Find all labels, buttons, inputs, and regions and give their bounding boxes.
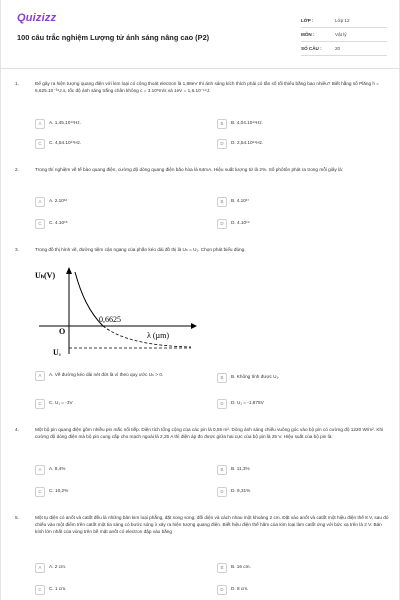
question-number: 2. [15,167,19,172]
meta-label: MÔN : [301,32,315,37]
option-c[interactable] [35,486,203,498]
asymptote-label: U₁ [53,348,62,356]
option-text: B. 16 cm. [231,564,251,569]
question-4 [15,426,389,506]
option-letter-box[interactable]: D [217,585,227,595]
origin-label: O [59,327,66,336]
x-tick-label: 0,6625 [99,315,121,324]
x-axis-label: λ (µm) [147,331,170,340]
option-c[interactable] [35,218,203,230]
meta-row-count [301,42,387,56]
option-text: A. 2.10¹⁶ [49,198,68,203]
option-letter-box[interactable]: D [217,487,227,497]
option-letter-box[interactable]: A [35,563,45,573]
option-letter-box[interactable]: B [217,465,227,475]
option-letter-box[interactable]: D [217,139,227,149]
meta-label: SỐ CÂU : [301,46,322,51]
question-text: Một bộ pin quang điện gồm nhiều pin mắc nối tiếp. Diện tích tổng cộng của các pin là 0,55 m². Dòng ánh sáng chiếu vuông góc vào bộ pin có cường độ 1220 W/m². Khi cường độ dòng điện mà bộ pin cung cấp cho mạch ngoài là 2,25 A thì điện áp đo được giữa hai cực của bộ pin là 25 V. Hiệu suất của bộ pin là: [35,427,384,440]
y-axis-label: Uₕ(V) [35,271,56,280]
option-text: B. 4,04.10¹⁴Hz. [231,120,263,125]
option-a[interactable] [35,118,203,130]
uh-lambda-graph [31,264,201,356]
option-letter-box[interactable]: C [35,399,45,409]
option-b[interactable] [217,118,385,130]
option-text: D. 8 cm. [231,586,249,591]
option-letter-box[interactable]: B [217,563,227,573]
option-letter-box[interactable]: C [35,139,45,149]
question-1 [15,80,389,160]
question-text: Một tụ điện có anốt và catốt đều là những bản kim loại phẳng, đặt song song, đối diện và cách nhau một khoảng 2 cm. Đặt vào anốt và catốt một hiệu điện thế 8 V, sau đó chiếu vào một điểm trên catốt một tia sáng có bước sóng λ xảy ra hiện tượng quang điện. Biết hiệu điện thế hãm của kim loại làm catốt ứng với bức xạ trên là 2 V. Bán kính lớn nhất của vùng trên bề mặt anốt có electron đập vào bằng [35,515,389,535]
option-letter-box[interactable]: C [35,219,45,229]
option-text: C. U₁ = -3V [49,400,73,405]
option-c[interactable] [35,584,203,596]
option-letter-box[interactable]: A [35,371,45,381]
option-c[interactable] [35,398,203,410]
option-a[interactable] [35,464,203,476]
option-letter-box[interactable]: C [35,487,45,497]
question-text: Trong đồ thị hình vẽ, đường tiệm cận ngang của phần kéo dài đồ thị là Uₕ = U₁. Chọn phát biểu đúng. [35,247,246,252]
meta-value: Lớp 12 [335,18,350,23]
option-d[interactable] [217,138,385,150]
option-text: A. Về đường kéo dài nét đứt là vì theo quy ước Uₕ > 0. [49,372,164,377]
option-letter-box[interactable]: B [217,373,227,383]
option-text: C. 4.10¹⁸ [49,220,68,225]
option-text: B. 11,3% [231,466,250,471]
meta-row-subject [301,28,387,42]
option-a[interactable] [35,196,203,208]
question-2 [15,166,389,236]
option-text: D. 4.10¹⁹ [231,220,250,225]
option-text: B. Không tính được U₁. [231,374,280,379]
question-text: Để gây ra hiện tượng quang điện với kim loại có công thoát electron là 1,88eV thì ánh sáng kích thích phải có tần số tối thiểu bằng bao nhiêu? Biết hằng số Plăng h = 6,625.10⁻³⁴J.s, tốc độ ánh sáng trắng chân không c = 3.10⁸m/s và 1eV = 1,6.10⁻¹⁹J. [35,81,380,94]
meta-value: Vật lý [335,32,347,37]
question-number: 5. [15,515,19,520]
option-d[interactable] [217,584,385,596]
option-text: C. 1 cm. [49,586,67,591]
question-number: 1. [15,81,19,86]
worksheet-title: 100 câu trắc nghiệm Lượng tử ánh sáng nâng cao (P2) [17,33,210,42]
option-a[interactable] [35,370,203,388]
option-letter-box[interactable]: D [217,219,227,229]
y-axis-arrow [66,267,72,274]
option-letter-box[interactable]: A [35,197,45,207]
option-a[interactable] [35,562,203,574]
header-divider [1,68,400,69]
option-d[interactable] [217,398,385,410]
option-text: D. U₁ = -1,875V [231,400,264,405]
option-letter-box[interactable]: D [217,399,227,409]
option-b[interactable] [217,196,385,208]
option-b[interactable] [217,562,385,574]
option-text: D. 9,31% [231,488,251,493]
option-b[interactable] [217,372,385,384]
question-5 [15,514,389,598]
option-letter-box[interactable]: B [217,119,227,129]
option-text: B. 4.10¹⁷ [231,198,250,203]
question-number: 3. [15,247,19,252]
option-letter-box[interactable]: C [35,585,45,595]
quizizz-logo: Quizizz [17,12,57,24]
option-text: D. 2,54.10¹⁴Hz. [231,140,264,145]
meta-value: 20 [335,46,341,51]
option-text: A. 8,4% [49,466,66,471]
option-text: A. 2 cm. [49,564,67,569]
meta-row-class [301,14,387,28]
meta-label: LỚP : [301,18,314,23]
option-c[interactable] [35,138,203,150]
question-text: Trong thí nghiệm về tế bào quang điện, cường độ dòng quang điện bão hòa là 64mA. Hiệu suất lượng tử là 2%. Số phôtôn phát ra trong mỗi giây là: [35,167,344,172]
option-text: C. 10,2% [49,488,69,493]
option-d[interactable] [217,218,385,230]
x-axis-arrow [191,323,197,329]
option-letter-box[interactable]: A [35,119,45,129]
worksheet-header [17,12,387,58]
option-d[interactable] [217,486,385,498]
option-letter-box[interactable]: B [217,197,227,207]
question-number: 4. [15,427,19,432]
option-b[interactable] [217,464,385,476]
option-text: C. 4,54.10¹⁴Hz. [49,140,82,145]
option-text: A. 1,45.10¹⁴Hz. [49,120,81,125]
option-letter-box[interactable]: A [35,465,45,475]
